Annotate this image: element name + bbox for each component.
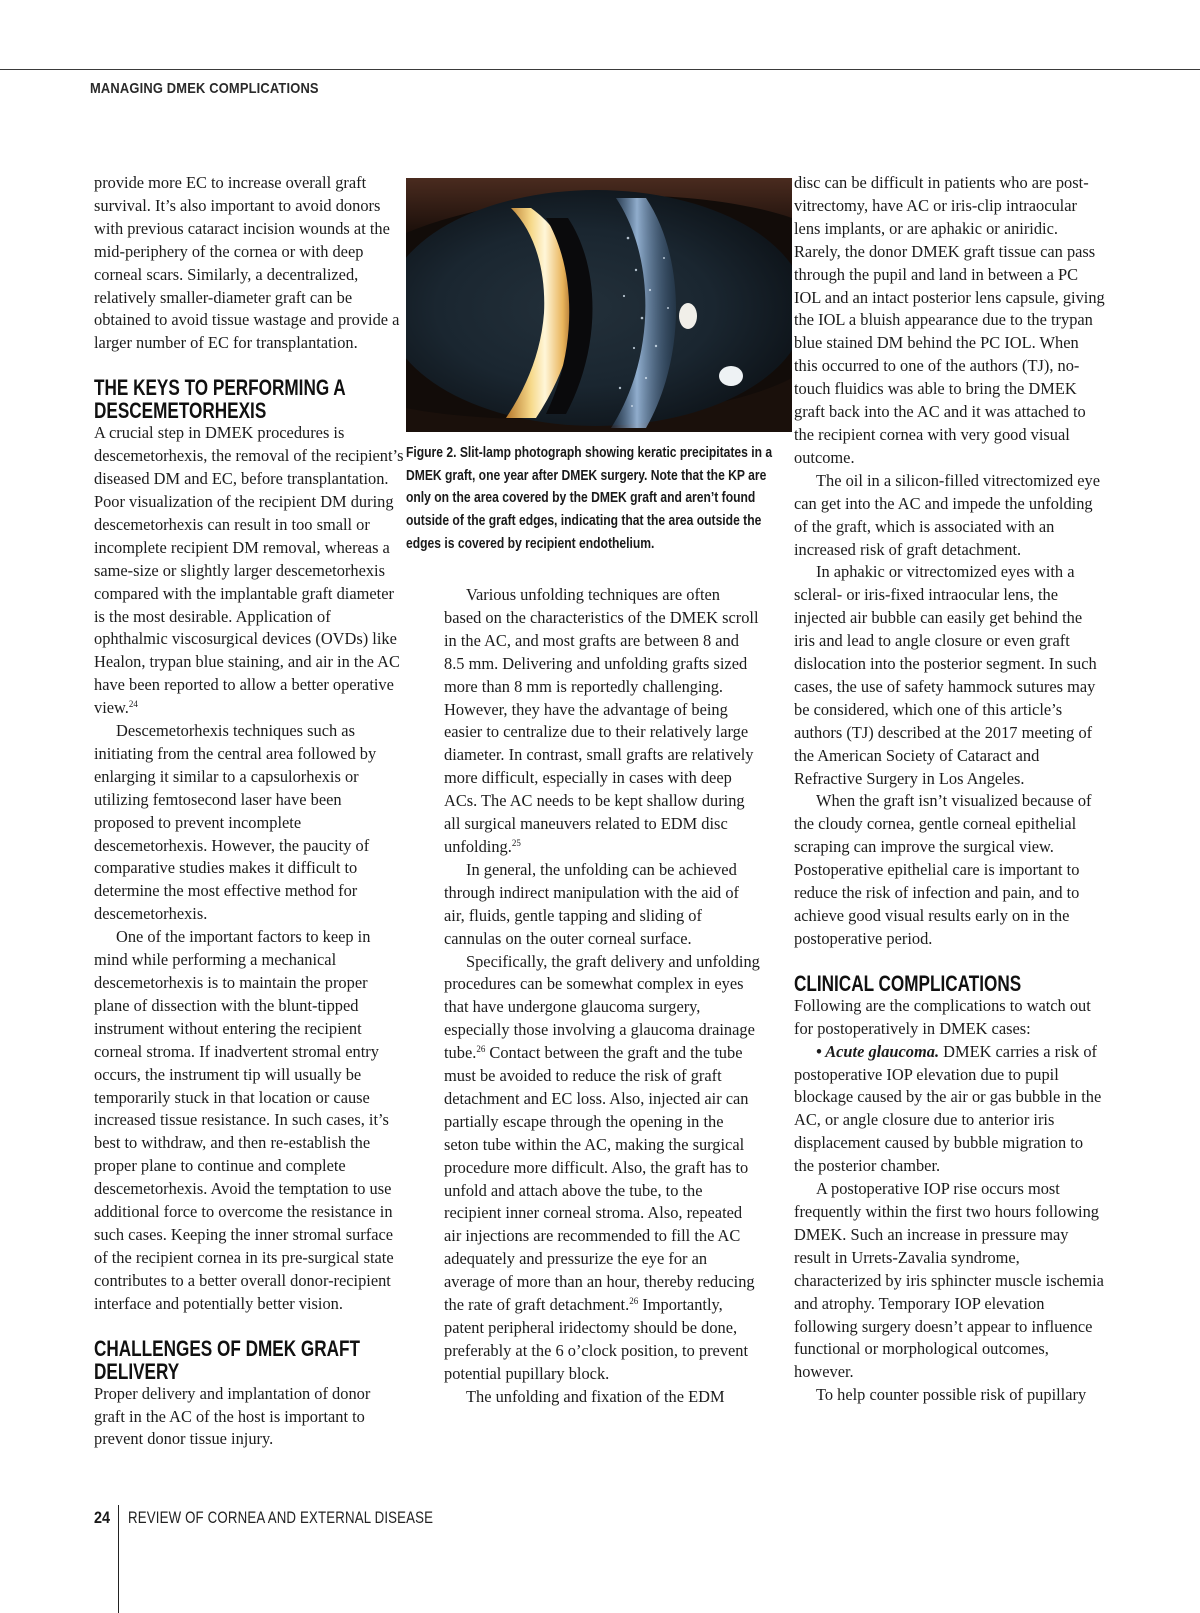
figure-caption: Figure 2. Slit-lamp photograph showing keratic precipitates in a DMEK graft, one year after DMEK surgery. Note that the KP are only on the area covered by the DMEK graft and aren’t found outside of the graft edges, indicating that the area outside the edges is covered by recipient endothelium.	[406, 445, 773, 552]
paragraph: Proper delivery and implantation of donor graft in the AC of the host is important to prevent donor tissue injury.	[94, 1383, 371, 1449]
column-2	[444, 584, 760, 1409]
paragraph: One of the important factors to keep in mind while performing a mechanical descemetorhexis is to maintain the proper plane of dissection with the blunt-tipped instrument without entering the recipient corneal stroma. If inadvertent stromal entry occurs, the instrument tip will usually be temporarily stuck in that location or cause increased tissue resistance. In such cases, it’s best to withdraw, and then re-establish the proper plane to continue and complete descemetorhexis. Avoid the temptation to use additional force to overcome the resistance in such cases. Keeping the inner stromal surface of the recipient cornea in its pre-surgical state contributes to a better overall donor-recipient interface and potentially better vision.	[94, 927, 394, 1313]
header-rule	[0, 69, 1200, 70]
reference-mark: 24	[128, 699, 138, 710]
paragraph: Various unfolding techniques are often based on the characteristics of the DMEK scroll in the AC, and most grafts are between 8 and 8.5 mm. Delivering and unfolding grafts sized more than 8 mm is reportedly challenging. However, they have the advantage of being easier to centralize due to their relatively large diameter. In contrast, small grafts are relatively more difficult, especially in cases with deep ACs. The AC needs to be kept shallow during all surgical maneuvers related to EDM disc unfolding.$^{25}$	[444, 585, 759, 856]
slit-lamp-photograph	[406, 178, 792, 432]
reference-mark: 25	[511, 837, 521, 848]
paragraph: The unfolding and fixation of the EDM	[466, 1386, 725, 1406]
column-3	[794, 172, 1106, 1407]
reference-mark: 26	[629, 1296, 639, 1307]
paragraph: In aphakic or vitrectomized eyes with a scleral- or iris-fixed intraocular lens, the injected air bubble can easily get behind the iris and lead to angle closure or even graft dislocation into the posterior segment. In such cases, the use of safety hammock sutures may be considered, which one of this article’s authors (TJ) described at the 2017 meeting of the American Society of Cataract and Refractive Surgery in Los Angeles.	[794, 562, 1097, 788]
section-heading-descemetorhexis: THE KEYS TO PERFORMING A DESCEMETORHEXIS	[94, 375, 346, 424]
paragraph: When the graft isn’t visualized because of the cloudy cornea, gentle corneal epithelial scraping can improve the surgical view. Postoperative epithelial care is important to reduce the risk of infection and pain, and to achieve good visual results early on in the postoperative period.	[794, 791, 1092, 948]
column-1	[94, 172, 405, 1451]
paragraph: provide more EC to increase overall graft survival. It’s also important to avoid donors with previous cataract incision wounds at the mid-periphery of the cornea or with deep corneal scars. Similarly, a decentralized, relatively smaller-diameter graft can be obtained to avoid tissue wastage and provide a larger number of EC for transplantation.	[94, 173, 400, 353]
paragraph: The oil in a silicon-filled vitrectomized eye can get into the AC and impede the unfolding of the graft, which is associated with an increased risk of graft detachment.	[794, 470, 1101, 559]
reference-mark: 26	[476, 1044, 486, 1055]
bullet-item: • Acute glaucoma. DMEK carries a risk of postoperative IOP elevation due to pupil blockage caused by the air or gas bubble in the AC, or angle closure due to anterior iris displacement caused by bubble migration to the posterior chamber.	[794, 1041, 1102, 1176]
running-head: MANAGING DMEK COMPLICATIONS	[90, 80, 319, 97]
page-number: 24	[94, 1508, 111, 1527]
section-heading-clinical-complications: CLINICAL COMPLICATIONS	[794, 970, 1022, 996]
paragraph: Following are the complications to watch out for postoperatively in DMEK cases:	[794, 995, 1091, 1038]
paragraph: Descemetorhexis techniques such as initiating from the central area followed by enlarging it similar to a capsulorhexis or utilizing femtosecond laser have been proposed to prevent incomplete descemetorhexis. However, the paucity of comparative studies makes it difficult to determine the most effective method for descemetorhexis.	[94, 721, 377, 924]
footer-rule	[118, 1505, 119, 1613]
paragraph: Specifically, the graft delivery and unfolding procedures can be somewhat complex in eyes that have undergone glaucoma surgery, especially those involving a glaucoma drainage tube.$^{26}$ Contact between the graft and the tube must be avoided to reduce the risk of graft detachment and EC loss. Also, injected air can partially escape through the opening in the seton tube within the AC, making the surgical procedure more difficult. Also, the graft has to unfold and attach above the tube, to the recipient inner corneal stroma. Also, repeated air injections are recommended to fill the AC adequately and pressurize the eye for an average of more than an hour, thereby reducing the rate of graft detachment.$^{26}$ Importantly, patent peripheral iridectomy should be done, preferably at the 6 o’clock position, to prevent potential pupillary block.	[444, 951, 760, 1383]
paragraph: A postoperative IOP rise occurs most frequently within the first two hours following DMEK. Such an increase in pressure may result in Urrets-Zavalia syndrome, characterized by iris sphincter muscle ischemia and atrophy. Temporary IOP elevation following surgery doesn’t appear to influence functional or morphological outcomes, however.	[794, 1179, 1104, 1382]
paragraph: In general, the unfolding can be achieved through indirect manipulation with the aid of air, fluids, gentle tapping and sliding of cannulas on the outer corneal surface.	[444, 859, 739, 948]
paragraph: A crucial step in DMEK procedures is descemetorhexis, the removal of the recipient’s diseased DM and EC, before transplantation. Poor visualization of the recipient DM during descemetorhexis can result in too small or incomplete recipient DM removal, whereas a same-size or slightly larger descemetorhexis compared with the implantable graft diameter is the most desirable. Application of ophthalmic viscosurgical devices (OVDs) like Healon, trypan blue staining, and air in the AC have been reported to allow a better operative view.$^{24}$	[94, 423, 404, 718]
section-heading-graft-delivery: CHALLENGES OF DMEK GRAFT DELIVERY	[94, 1335, 360, 1384]
paragraph: disc can be difficult in patients who are post-vitrectomy, have AC or iris-clip intraocular lens implants, or are aphakic or aniridic. Rarely, the donor DMEK graft tissue can pass through the pupil and land in between a PC IOL and an intact posterior lens capsule, giving the IOL a bluish appearance due to the trypan blue stained DM behind the PC IOL. When this occurred to one of the authors (TJ), no-touch fluidics was able to bring the DMEK graft back into the AC and it was attached to the recipient cornea with very good visual outcome.	[794, 173, 1105, 467]
paragraph: To help counter possible risk of pupillary	[816, 1385, 1087, 1405]
journal-name: REVIEW OF CORNEA AND EXTERNAL DISEASE	[128, 1508, 434, 1527]
